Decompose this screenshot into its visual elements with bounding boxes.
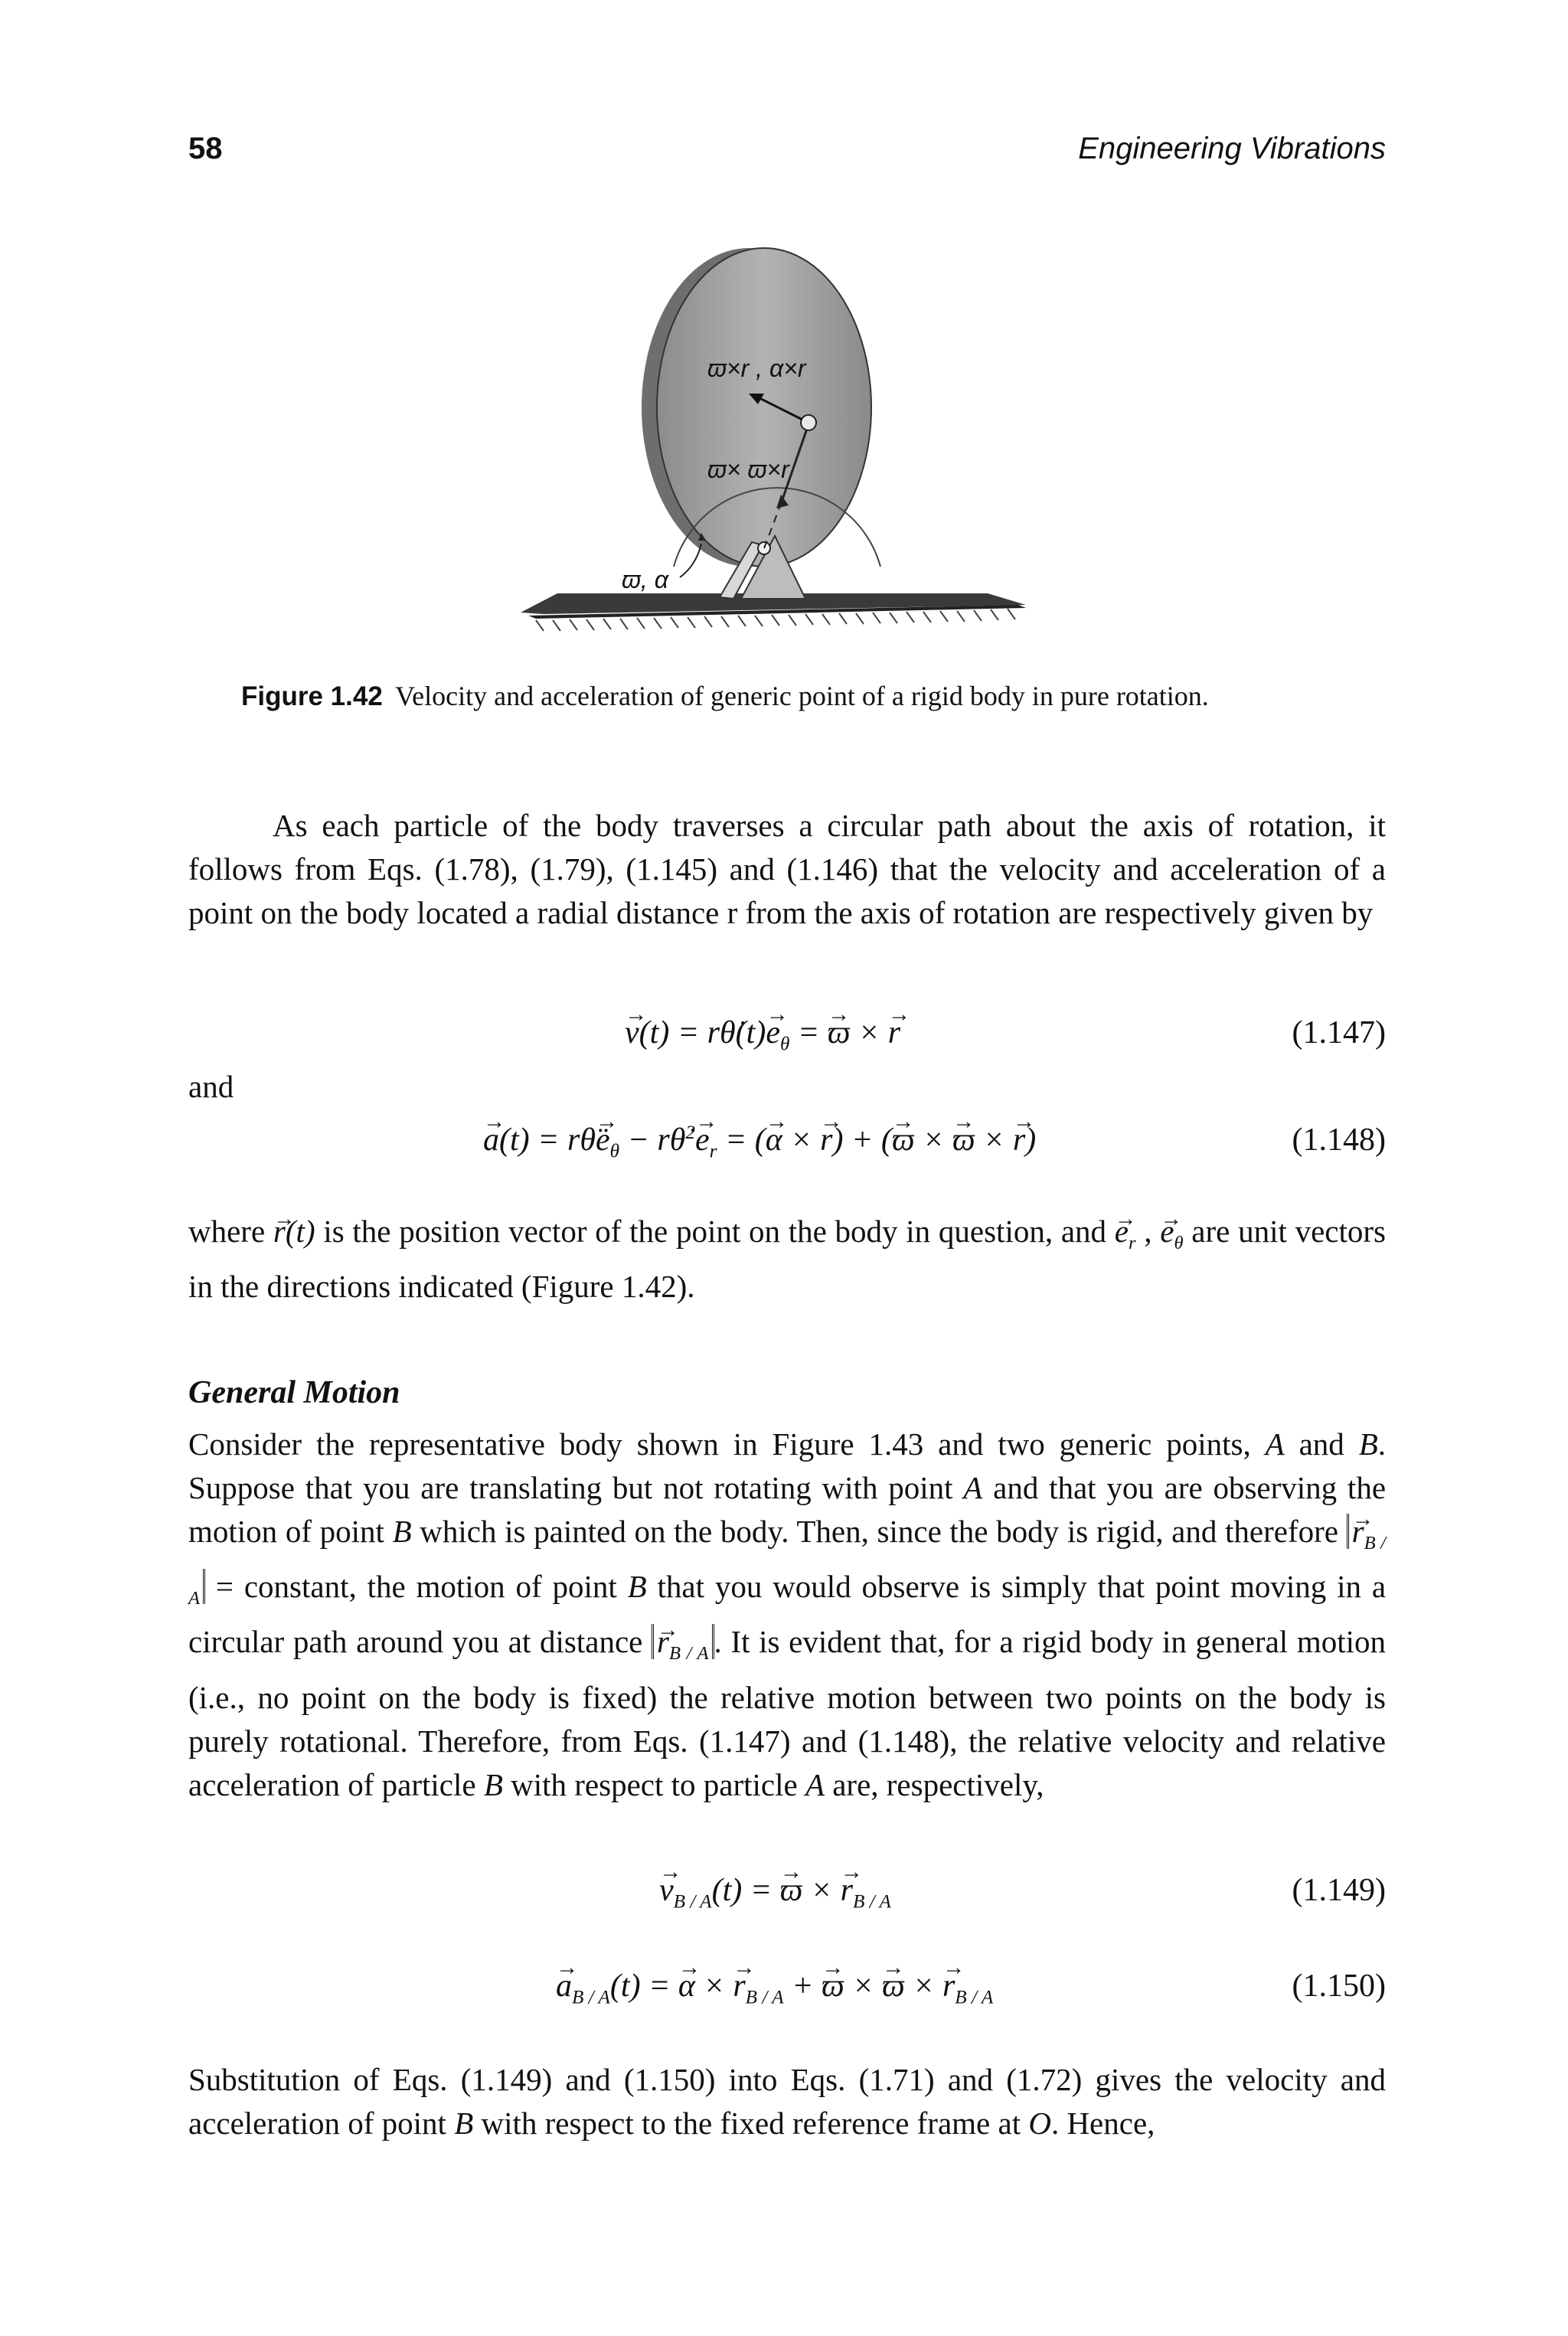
equation-number: (1.147) <box>1292 1015 1386 1050</box>
equation-number: (1.149) <box>1292 1873 1386 1908</box>
section-heading-general-motion: General Motion <box>188 1375 400 1410</box>
equation-1-147 <box>188 1014 1386 1060</box>
paragraph-position-vector <box>188 1210 1386 1308</box>
text-part3: and that you are observing the motion of point <box>188 1470 1387 1549</box>
text-part3: . Hence, <box>1050 2106 1155 2141</box>
text-part6: that you would observe is simply that point moving in a circular path around you at distance <box>188 1569 1387 1660</box>
label-axis-omega-alpha: ϖ, α <box>622 566 668 593</box>
equation-relative-velocity: → $v_{B / A}(t)$ = → ϖ × → $r_{B / A}$ <box>659 1872 891 1913</box>
text-mid: is the position vector of the point on the body in question, and <box>323 1214 1107 1249</box>
equation-1-150 <box>188 1968 1386 2014</box>
text-part1: Substitution of Eqs. (1.149) and (1.150) into Eqs. (1.71) and (1.72) gives the velocity and acceleration of point <box>188 2062 1386 2141</box>
generic-point <box>801 415 816 430</box>
and-connector: and <box>188 1069 234 1104</box>
equation-acceleration: → a(t) = rθ̈→ $e_\theta$ − rθ̇$^2$→ $e_r$ = (→ α × → r) + (→ ϖ × → ϖ × → r) <box>483 1122 1036 1162</box>
label-velocity-tangential: ϖ×r , α×r <box>707 354 806 382</box>
paragraph-text: As each particle of the body traverses a circular path about the axis of rotation, it follows from Eqs. (1.78), (1.79), (1.145) and (1.146) that the velocity and acceleration of a point on the body located a radial distance r from the axis of rotation are respectively given by <box>188 808 1386 930</box>
norm-r-ba: → $r_{B / A}$ <box>188 1514 1386 1604</box>
text-constant: = constant <box>215 1569 349 1605</box>
text-part7: . It is evident that, for a rigid body in general motion (i.e., no point on the body is fixed) the relative motion between two points on the body is purely rotational. Therefore, from Eqs. (1.147) and (1.148), the relative velocity and relative acceleration of particle <box>188 1624 1387 1802</box>
rotation-arc <box>680 544 701 577</box>
caption-text: Velocity and acceleration of generic point of a rigid body in pure rotation. <box>395 681 1209 711</box>
equation-number: (1.148) <box>1292 1122 1386 1158</box>
text-part4: which is painted on the body. Then, since the body is rigid, and therefore <box>420 1514 1338 1549</box>
text-are: are <box>1191 1214 1230 1249</box>
equation-velocity: → v(t) = rθ̇(t)→ $e_\theta$ = → ϖ × → r <box>625 1014 900 1055</box>
text-part2: . Suppose that you are translating but not rotating with point <box>188 1426 1387 1505</box>
label-centripetal: ϖ× ϖ×r <box>707 456 789 483</box>
equation-1-148 <box>188 1122 1386 1168</box>
text-point-o: O <box>1028 2106 1051 2141</box>
paragraph-general-motion <box>188 1423 1386 1807</box>
text-and: and <box>1298 1426 1344 1462</box>
text-part2: with respect to the fixed reference frame at <box>481 2106 1021 2141</box>
caption-label: Figure 1.42 <box>241 681 383 711</box>
text-point-a: A <box>1265 1426 1285 1462</box>
text-line2: unit vectors in the directions indicated (Figure 1.42). <box>188 1214 1386 1305</box>
paragraph-substitution <box>188 2058 1386 2145</box>
equation-relative-acceleration: → $a_{B / A}(t)$ = → α × → $r_{B / A}$ + → ϖ × → ϖ × → $r_{B / A}$ <box>556 1968 993 2008</box>
disk-face <box>657 248 871 567</box>
figure-1-42 <box>521 245 1057 662</box>
page-number: 58 <box>188 132 223 165</box>
rotating-disk-illustration <box>521 245 1057 658</box>
text-part1: Consider the representative body shown in Figure 1.43 and two generic points, <box>188 1426 1251 1462</box>
paragraph-text: where → r(t) is the position vector of the point on the body in question, and → $e_r$ , → $e_\theta$ are unit vectors in the directions indicated (Figure 1.42). <box>188 1210 1386 1308</box>
paragraph-text <box>188 2058 1386 2145</box>
text-where: where <box>188 1214 266 1249</box>
equation-number: (1.150) <box>1292 1968 1386 2004</box>
equation-1-149 <box>188 1872 1386 1918</box>
norm-r-ba-distance: → $r_{B / A}$ <box>652 1624 714 1659</box>
text-point-b: B <box>454 2106 474 2141</box>
figure-caption <box>241 680 1390 712</box>
text-part8: with respect to particle <box>511 1766 798 1802</box>
paragraph-rotation-intro <box>188 804 1386 935</box>
text-part5: , the motion of point <box>348 1569 617 1605</box>
paragraph-text: Consider the representative body shown in Figure 1.43 and two generic points, A and B. Suppose that you are translating but not rotating with point A and that you are observing the motion of point B which is painted on the body. Then, since the body is rigid, and therefore → $r_{B / A}$ = constant, the motion of point B that you would observe is simply that point moving in a circular path around you at distance → $r_{B / A}$ . It is evident that, for a rigid body in general motion (i.e., no point on the body is fixed) the relative motion between two points on the body is purely rotational. Therefore, from Eqs. (1.147) and (1.148), the relative velocity and relative acceleration of particle B with respect to particle A are, respectively, <box>188 1423 1386 1807</box>
running-title: Engineering Vibrations <box>1078 132 1386 165</box>
text-point-b: B <box>1358 1426 1378 1462</box>
text-part9: are, respectively, <box>832 1766 1044 1802</box>
